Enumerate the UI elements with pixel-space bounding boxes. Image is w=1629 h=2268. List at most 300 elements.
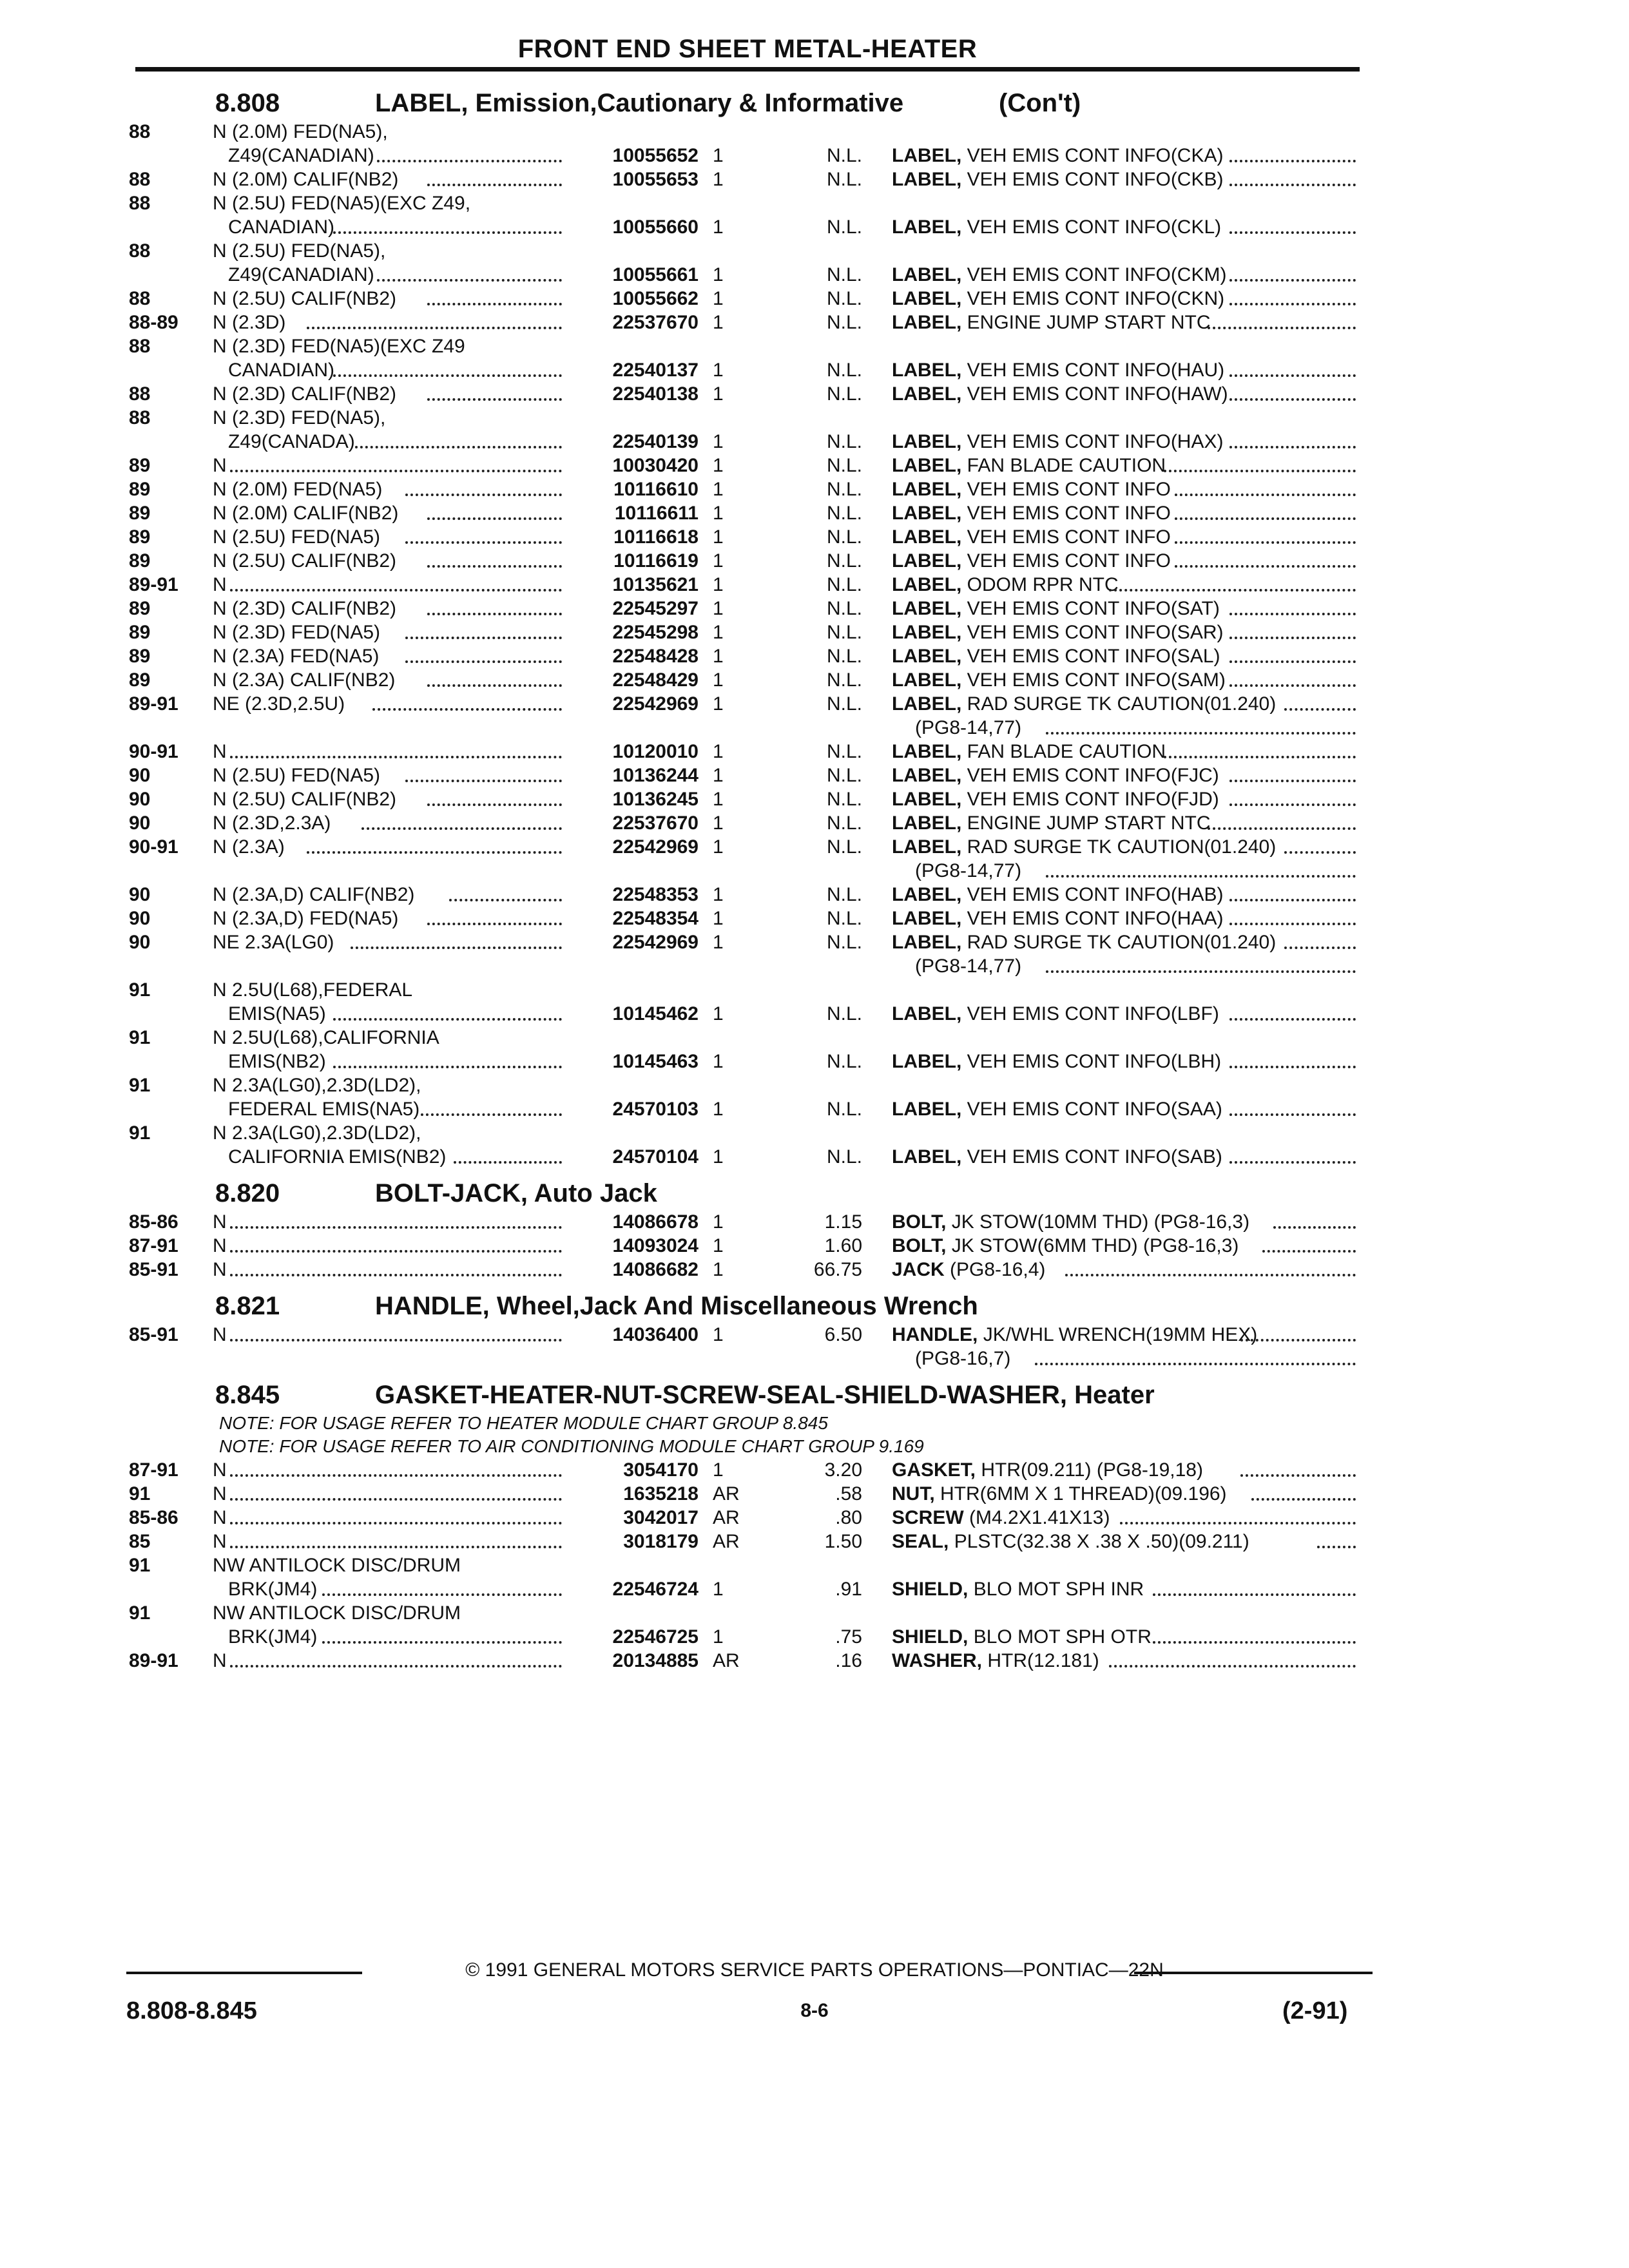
part-number: 20134885 xyxy=(612,1650,699,1671)
quantity: 1 xyxy=(713,479,724,500)
usage-leader-dots xyxy=(230,1522,562,1524)
description-leader-dots xyxy=(1164,756,1356,758)
row-usage: Z49(CANADIAN) xyxy=(228,264,374,285)
table-row xyxy=(0,526,1629,550)
part-name-detail: VEH EMIS CONT INFO(HAU) xyxy=(967,360,1225,381)
row-usage: N xyxy=(213,574,227,595)
row-year: 88 xyxy=(129,383,151,405)
part-number: 3042017 xyxy=(623,1507,699,1528)
table-row xyxy=(0,1649,1629,1673)
row-year: 90-91 xyxy=(129,836,178,858)
price: N.L. xyxy=(826,646,862,667)
section-number: 8.820 xyxy=(215,1179,280,1207)
row-year: 85 xyxy=(129,1531,151,1552)
description-leader-dots xyxy=(1284,947,1356,949)
part-name-keyword: LABEL, xyxy=(892,288,962,309)
section-header xyxy=(0,1291,1629,1320)
part-number: 10116619 xyxy=(613,550,699,572)
table-row xyxy=(0,907,1629,931)
row-main-line xyxy=(0,931,1629,955)
row-year: 85-86 xyxy=(129,1211,178,1233)
part-number: 22540139 xyxy=(612,431,699,452)
section-header xyxy=(0,88,1629,117)
description-leader-dots xyxy=(1229,279,1356,282)
row-year: 91 xyxy=(129,1602,151,1624)
row-year: 90-91 xyxy=(129,741,178,762)
usage-leader-dots xyxy=(307,327,562,329)
part-name-keyword: BOLT, xyxy=(892,1211,947,1233)
table-row xyxy=(0,1602,1629,1649)
table-row xyxy=(0,550,1629,573)
row-main-line xyxy=(0,1211,1629,1235)
quantity: 1 xyxy=(713,145,724,166)
part-name-keyword: LABEL, xyxy=(892,836,962,858)
row-main-line xyxy=(0,1506,1629,1530)
row-year: 91 xyxy=(129,979,151,1001)
price: N.L. xyxy=(826,431,862,452)
part-name-keyword: LABEL, xyxy=(892,216,962,238)
part-name xyxy=(892,883,1223,907)
part-name-keyword: LABEL, xyxy=(892,932,962,953)
usage-leader-dots xyxy=(333,1066,562,1068)
part-name xyxy=(892,669,1226,692)
usage-leader-dots xyxy=(351,947,562,949)
price: .75 xyxy=(835,1626,862,1648)
row-usage: CALIFORNIA EMIS(NB2) xyxy=(228,1146,447,1168)
table-row xyxy=(0,1554,1629,1602)
part-name-detail: VEH EMIS CONT INFO(HAW) xyxy=(967,383,1228,405)
row-usage: N xyxy=(213,1211,227,1233)
part-number: 10055653 xyxy=(612,169,699,190)
row-usage: N (2.0M) FED(NA5) xyxy=(213,479,383,500)
part-name xyxy=(892,478,1171,501)
part-name xyxy=(892,836,1276,859)
description-leader-dots xyxy=(1229,398,1356,401)
row-usage: N xyxy=(213,455,227,476)
part-number: 10136245 xyxy=(612,789,699,810)
price: N.L. xyxy=(826,741,862,762)
row-year: 89 xyxy=(129,669,151,691)
part-name xyxy=(892,264,1226,287)
row-year: 90 xyxy=(129,765,151,786)
description-leader-dots xyxy=(1109,589,1356,591)
price: N.L. xyxy=(826,169,862,190)
part-name-keyword: LABEL, xyxy=(892,312,962,333)
price: N.L. xyxy=(826,1099,862,1120)
part-name-detail: BLO MOT SPH INR xyxy=(973,1579,1144,1600)
description-leader-dots xyxy=(1229,660,1356,663)
usage-leader-dots xyxy=(230,756,562,758)
part-number: 10030420 xyxy=(612,455,699,476)
table-row xyxy=(0,1483,1629,1506)
usage-leader-dots xyxy=(322,1593,562,1596)
price: N.L. xyxy=(826,1051,862,1072)
title-rule xyxy=(135,67,1360,72)
part-number: 22540138 xyxy=(612,383,699,405)
part-name-detail: VEH EMIS CONT INFO(HAA) xyxy=(967,908,1224,929)
row-usage: CANADIAN) xyxy=(228,360,335,381)
row-main-line xyxy=(0,764,1629,788)
table-row xyxy=(0,383,1629,407)
usage-leader-dots xyxy=(355,446,562,448)
row-main-line xyxy=(0,1235,1629,1258)
quantity: 1 xyxy=(713,360,724,381)
section-title: BOLT-JACK, Auto Jack xyxy=(375,1179,657,1207)
description-leader-dots xyxy=(1317,1546,1356,1548)
part-name-keyword: LABEL, xyxy=(892,1146,962,1168)
part-name-detail: VEH EMIS CONT INFO(SAB) xyxy=(967,1146,1222,1168)
description-leader-dots xyxy=(1273,1226,1356,1229)
price: .58 xyxy=(835,1483,862,1504)
row-main-line xyxy=(0,168,1629,192)
description-leader-dots xyxy=(1120,1522,1356,1524)
quantity: 1 xyxy=(713,216,724,238)
usage-leader-dots xyxy=(405,637,562,639)
section-number: 8.821 xyxy=(215,1292,280,1320)
part-number: 22540137 xyxy=(612,360,699,381)
table-row xyxy=(0,478,1629,502)
table-row xyxy=(0,597,1629,621)
row-usage: N xyxy=(213,1507,227,1528)
section-title: HANDLE, Wheel,Jack And Miscellaneous Wrench xyxy=(375,1292,978,1320)
part-name-detail: FAN BLADE CAUTION xyxy=(967,455,1166,476)
part-name-detail: VEH EMIS CONT INFO(SAA) xyxy=(967,1099,1222,1120)
row-usage: N xyxy=(213,1324,227,1345)
quantity: 1 xyxy=(713,431,724,452)
usage-leader-dots xyxy=(405,780,562,782)
part-name-keyword: SEAL, xyxy=(892,1531,949,1552)
row-year: 89 xyxy=(129,550,151,572)
table-row xyxy=(0,454,1629,478)
part-name-keyword: BOLT, xyxy=(892,1235,947,1256)
description-leader-dots xyxy=(1229,303,1356,305)
part-number: 10055662 xyxy=(612,288,699,309)
part-number: 10055652 xyxy=(612,145,699,166)
part-number: 22537670 xyxy=(612,312,699,333)
part-name-detail: HTR(12.181) xyxy=(987,1650,1099,1671)
price: N.L. xyxy=(826,1146,862,1168)
continuation-leader-dots xyxy=(1046,732,1356,735)
part-name-detail: JK/WHL WRENCH(19MM HEX) xyxy=(983,1324,1258,1345)
part-name xyxy=(892,573,1119,597)
part-name-detail: ENGINE JUMP START NTC xyxy=(967,812,1211,834)
row-usage: NE 2.3A(LG0) xyxy=(213,932,334,953)
usage-leader-dots xyxy=(230,1226,562,1229)
price: N.L. xyxy=(826,526,862,548)
table-row xyxy=(0,788,1629,812)
row-main-line xyxy=(0,573,1629,597)
part-name xyxy=(892,621,1223,644)
quantity: 1 xyxy=(713,622,724,643)
row-year: 90 xyxy=(129,812,151,834)
row-main-line xyxy=(0,478,1629,502)
part-name-keyword: LABEL, xyxy=(892,1003,962,1024)
quantity: 1 xyxy=(713,741,724,762)
row-year: 90 xyxy=(129,789,151,810)
row-usage: N (2.3A,D) FED(NA5) xyxy=(213,908,399,929)
table-row xyxy=(0,502,1629,526)
part-number: 22546725 xyxy=(612,1626,699,1648)
part-name-keyword: LABEL, xyxy=(892,526,962,548)
row-year: 89 xyxy=(129,598,151,619)
quantity: 1 xyxy=(713,1626,724,1648)
quantity: 1 xyxy=(713,884,724,905)
description-leader-dots xyxy=(1284,708,1356,711)
table-row xyxy=(0,120,1629,168)
page-title: FRONT END SHEET METAL-HEATER xyxy=(517,35,978,63)
row-usage: N (2.3A) FED(NA5) xyxy=(213,646,380,667)
continuation-leader-dots xyxy=(1046,875,1356,878)
description-leader-dots xyxy=(1251,1498,1356,1501)
row-main-line xyxy=(0,597,1629,621)
price: N.L. xyxy=(826,622,862,643)
part-name xyxy=(892,311,1211,334)
row-usage: N (2.3A,D) CALIF(NB2) xyxy=(213,884,415,905)
part-number: 22546724 xyxy=(612,1579,699,1600)
part-number: 14086682 xyxy=(612,1259,699,1280)
quantity: 1 xyxy=(713,1099,724,1120)
part-name-keyword: LABEL, xyxy=(892,1099,962,1120)
description-leader-dots xyxy=(1229,1161,1356,1164)
usage-leader-dots xyxy=(377,279,562,282)
table-row xyxy=(0,168,1629,192)
usage-leader-dots xyxy=(230,470,562,472)
part-name-keyword: LABEL, xyxy=(892,908,962,929)
row-year: 89-91 xyxy=(129,1650,178,1671)
part-name-detail: VEH EMIS CONT INFO xyxy=(967,479,1171,500)
description-leader-dots xyxy=(1229,1018,1356,1021)
section-note xyxy=(0,1412,1629,1438)
row-usage: FEDERAL EMIS(NA5) xyxy=(228,1099,420,1120)
part-name-keyword: LABEL, xyxy=(892,765,962,786)
description-leader-dots xyxy=(1229,160,1356,162)
part-name-detail: RAD SURGE TK CAUTION(01.240) xyxy=(967,932,1277,953)
table-row xyxy=(0,979,1629,1026)
part-name-keyword: LABEL, xyxy=(892,479,962,500)
part-number: 22542969 xyxy=(612,836,699,858)
row-usage: N (2.3A) CALIF(NB2) xyxy=(213,669,396,691)
row-usage: BRK(JM4) xyxy=(228,1626,318,1648)
quantity: 1 xyxy=(713,598,724,619)
row-usage: NE (2.3D,2.5U) xyxy=(213,693,345,715)
row-main-line xyxy=(0,311,1629,335)
quantity: 1 xyxy=(713,765,724,786)
quantity: AR xyxy=(713,1531,740,1552)
quantity: 1 xyxy=(713,932,724,953)
quantity: 1 xyxy=(713,1259,724,1280)
part-name-detail: VEH EMIS CONT INFO(LBF) xyxy=(967,1003,1219,1024)
row-main-line xyxy=(0,550,1629,573)
quantity: 1 xyxy=(713,1051,724,1072)
table-row xyxy=(0,192,1629,240)
part-number: 22548354 xyxy=(612,908,699,929)
description-leader-dots xyxy=(1229,184,1356,186)
part-name-keyword: LABEL, xyxy=(892,884,962,905)
part-name-continuation: (PG8-16,7) xyxy=(915,1348,1011,1369)
usage-leader-dots xyxy=(454,1161,562,1164)
price: 6.50 xyxy=(824,1324,862,1345)
price: N.L. xyxy=(826,765,862,786)
part-number: 10145463 xyxy=(612,1051,699,1072)
row-year: 89 xyxy=(129,479,151,500)
price: N.L. xyxy=(826,789,862,810)
section-number: 8.845 xyxy=(215,1381,280,1409)
part-number: 1635218 xyxy=(623,1483,699,1504)
row-usage: N (2.5U) CALIF(NB2) xyxy=(213,288,397,309)
usage-leader-dots xyxy=(230,1339,562,1341)
row-main-line xyxy=(0,430,1629,454)
usage-leader-dots xyxy=(230,1498,562,1501)
part-name-keyword: LABEL, xyxy=(892,431,962,452)
part-number: 14036400 xyxy=(612,1324,699,1345)
part-number: 14093024 xyxy=(612,1235,699,1256)
description-leader-dots xyxy=(1229,637,1356,639)
part-number: 22548428 xyxy=(612,646,699,667)
part-number: 10135621 xyxy=(612,574,699,595)
usage-leader-dots xyxy=(361,827,562,830)
part-name-detail: VEH EMIS CONT INFO(FJC) xyxy=(967,765,1219,786)
part-name-keyword: LABEL, xyxy=(892,1051,962,1072)
part-name xyxy=(892,812,1211,835)
part-name-keyword: LABEL, xyxy=(892,693,962,715)
part-number: 10116610 xyxy=(613,479,699,500)
part-number: 24570104 xyxy=(612,1146,699,1168)
row-usage: N (2.3D) FED(NA5) xyxy=(213,622,381,643)
row-usage: N 2.3A(LG0),2.3D(LD2), xyxy=(213,1122,421,1144)
part-number: 22545298 xyxy=(612,622,699,643)
price: N.L. xyxy=(826,669,862,691)
part-name xyxy=(892,383,1228,406)
table-row xyxy=(0,573,1629,597)
row-year: 85-91 xyxy=(129,1324,178,1345)
quantity: 1 xyxy=(713,1324,724,1345)
part-number: 22537670 xyxy=(612,812,699,834)
price: N.L. xyxy=(826,312,862,333)
table-row xyxy=(0,335,1629,383)
description-leader-dots xyxy=(1229,231,1356,234)
description-leader-dots xyxy=(1229,446,1356,448)
price: N.L. xyxy=(826,932,862,953)
row-main-line xyxy=(0,144,1629,168)
row-main-line xyxy=(0,693,1629,716)
description-leader-dots xyxy=(1229,684,1356,687)
part-name xyxy=(892,645,1220,668)
part-name xyxy=(892,1578,1144,1601)
table-row xyxy=(0,1026,1629,1074)
part-name-keyword: LABEL, xyxy=(892,145,962,166)
part-name-detail: ENGINE JUMP START NTC xyxy=(967,312,1211,333)
row-year: 89 xyxy=(129,622,151,643)
part-name-detail: VEH EMIS CONT INFO(LBH) xyxy=(967,1051,1222,1072)
part-name-detail: VEH EMIS CONT INFO(SAT) xyxy=(967,598,1220,619)
row-main-line xyxy=(0,1626,1629,1649)
part-name xyxy=(892,1506,1110,1530)
table-row xyxy=(0,1211,1629,1235)
part-name-keyword: SHIELD, xyxy=(892,1579,969,1600)
part-number: 14086678 xyxy=(612,1211,699,1233)
price: N.L. xyxy=(826,693,862,715)
part-name xyxy=(892,430,1223,454)
part-name-continuation: (PG8-14,77) xyxy=(915,956,1022,977)
row-usage: N (2.3D,2.3A) xyxy=(213,812,331,834)
part-name-detail: VEH EMIS CONT INFO(FJD) xyxy=(967,789,1219,810)
part-name-continuation: (PG8-14,77) xyxy=(915,860,1022,881)
part-number: 22542969 xyxy=(612,932,699,953)
part-name-keyword: LABEL, xyxy=(892,503,962,524)
part-name-detail: VEH EMIS CONT INFO(CKM) xyxy=(967,264,1227,285)
row-year: 88 xyxy=(129,193,151,214)
row-main-line xyxy=(0,1003,1629,1026)
part-name xyxy=(892,1050,1221,1073)
row-main-line xyxy=(0,1459,1629,1483)
quantity: 1 xyxy=(713,908,724,929)
row-usage: N (2.5U) FED(NA5) xyxy=(213,765,381,786)
part-number: 22542969 xyxy=(612,693,699,715)
description-leader-dots xyxy=(1240,1474,1356,1477)
description-leader-dots xyxy=(1229,1113,1356,1116)
usage-leader-dots xyxy=(333,231,562,234)
row-usage: N 2.5U(L68),CALIFORNIA xyxy=(213,1027,439,1048)
part-name xyxy=(892,287,1224,311)
price: 1.60 xyxy=(824,1235,862,1256)
table-row xyxy=(0,812,1629,836)
usage-leader-dots xyxy=(427,565,562,568)
description-leader-dots xyxy=(1229,1066,1356,1068)
part-name-detail: (PG8-16,4) xyxy=(950,1259,1046,1280)
part-name-keyword: HANDLE, xyxy=(892,1324,978,1345)
price: N.L. xyxy=(826,836,862,858)
part-number: 3054170 xyxy=(623,1459,699,1481)
description-leader-dots xyxy=(1284,851,1356,854)
row-main-line xyxy=(0,1323,1629,1347)
quantity: 1 xyxy=(713,383,724,405)
part-name xyxy=(892,1649,1099,1673)
section-header xyxy=(0,1178,1629,1207)
usage-leader-dots xyxy=(333,374,562,377)
price: N.L. xyxy=(826,503,862,524)
part-name-detail: FAN BLADE CAUTION xyxy=(967,741,1166,762)
price: N.L. xyxy=(826,216,862,238)
quantity: 1 xyxy=(713,264,724,285)
table-row xyxy=(0,645,1629,669)
usage-leader-dots xyxy=(405,541,562,544)
row-main-line xyxy=(0,883,1629,907)
part-name-detail: VEH EMIS CONT INFO(CKB) xyxy=(967,169,1224,190)
price: 1.15 xyxy=(824,1211,862,1233)
description-leader-dots xyxy=(1065,1274,1356,1276)
row-year: 89 xyxy=(129,526,151,548)
part-name-keyword: LABEL, xyxy=(892,622,962,643)
part-name-detail: RAD SURGE TK CAUTION(01.240) xyxy=(967,836,1277,858)
row-usage: N (2.5U) FED(NA5)(EXC Z49, xyxy=(213,193,471,214)
row-usage: N 2.3A(LG0),2.3D(LD2), xyxy=(213,1075,421,1096)
part-name-keyword: LABEL, xyxy=(892,646,962,667)
part-name-detail: VEH EMIS CONT INFO(CKA) xyxy=(967,145,1224,166)
quantity: 1 xyxy=(713,312,724,333)
usage-leader-dots xyxy=(427,684,562,687)
description-leader-dots xyxy=(1229,923,1356,925)
usage-leader-dots xyxy=(230,1250,562,1253)
row-usage: BRK(JM4) xyxy=(228,1579,318,1600)
part-number: 22548353 xyxy=(612,884,699,905)
quantity: 1 xyxy=(713,836,724,858)
row-year: 91 xyxy=(129,1075,151,1096)
table-row xyxy=(0,287,1629,311)
quantity: 1 xyxy=(713,169,724,190)
part-number: 10116611 xyxy=(614,503,699,524)
price: N.L. xyxy=(826,145,862,166)
row-main-line xyxy=(0,1098,1629,1122)
